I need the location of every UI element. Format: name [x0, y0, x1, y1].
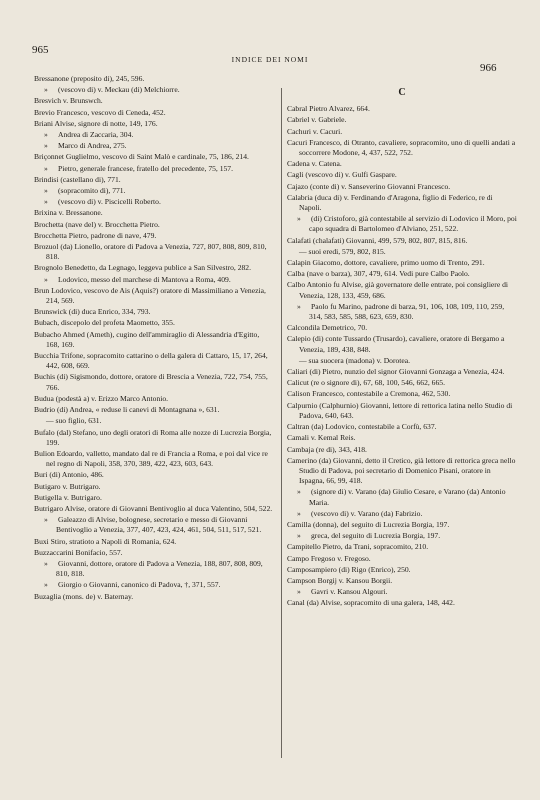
index-entry: Butigaro v. Butrigaro.	[34, 481, 101, 491]
index-subentry-text: (vescovo di) v. Varano (da) Fabrizio.	[311, 508, 423, 518]
index-subentry	[34, 515, 274, 535]
index-subentry	[34, 197, 274, 207]
index-entry: Campo Fregoso v. Fregoso.	[287, 553, 371, 563]
index-entry: Calafati (chalafati) Giovanni, 499, 579, 802, 807, 815, 816.	[287, 235, 468, 245]
index-entry: Cagli (vescovo di) v. Gulfi Gaspare.	[287, 170, 397, 180]
index-entry: Buxi Stiro, stratioto a Napoli di Romania, 624.	[34, 536, 177, 546]
index-entry: Calba (nave o barza), 307, 479, 614. Vedi pure Calbo Paolo.	[287, 269, 470, 279]
index-entry: Calapin Giacomo, dottore, cavaliere, primo uomo di Trento, 291.	[287, 258, 485, 268]
index-entry: Cambaja (re di), 343, 418.	[287, 444, 367, 454]
index-dash-entry: — suoi eredi, 579, 802, 815.	[299, 246, 386, 256]
page-number-left: 965	[32, 44, 49, 56]
index-subentry-text: Giovanni, dottore, oratore di Padova a Venezia, 188, 807, 808, 809, 810, 818.	[56, 558, 263, 579]
index-subentry-text: Giorgio o Giovanni, canonico di Padova, †, 371, 557.	[58, 580, 221, 590]
index-entry: Cabral Pietro Alvarez, 664.	[287, 104, 370, 114]
ditto-marker: »	[44, 141, 48, 151]
index-subentry-text: Paolo fu Marino, padrone di barza, 91, 106, 108, 109, 110, 259, 314, 583, 585, 588, 623, 659, 830.	[309, 301, 505, 322]
index-subentry-text: greca, del seguito di Lucrezia Borgia, 197.	[311, 531, 441, 541]
ditto-marker: »	[44, 515, 48, 525]
ditto-marker: »	[44, 197, 48, 207]
index-entry: Bufalo (dal) Stefano, uno degli oratori di Roma alle nozze di Lucrezia Borgia, 199.	[34, 427, 272, 447]
index-subentry	[287, 587, 517, 597]
index-entry: Buri (di) Antonio, 486.	[34, 470, 104, 480]
index-entry: Brochetta (nave del) v. Brocchetta Pietro.	[34, 219, 160, 229]
index-subentry	[287, 214, 517, 234]
ditto-marker: »	[297, 301, 301, 311]
running-head: INDICE DEI NOMI	[231, 55, 309, 64]
index-entry: Camposampiero (di) Rigo (Enrico), 250.	[287, 564, 411, 574]
index-entry: Cabriel v. Gabriele.	[287, 115, 347, 125]
index-entry: Briani Alvise, signore di notte, 149, 176.	[34, 118, 158, 128]
index-entry: Bubacho Ahmed (Ameth), cugino dell'ammiraglio di Alessandria d'Egitto, 168, 169.	[34, 329, 260, 349]
page-number-right: 966	[480, 62, 497, 74]
index-entry: Calepio (di) conte Tussardo (Trusardo), cavaliere, oratore di Bergamo a Venezia, 189, 438, 848.	[287, 334, 505, 354]
index-dash-entry: — sua suocera (madona) v. Dorotea.	[299, 355, 411, 365]
index-entry: Camali v. Kemal Reis.	[287, 433, 356, 443]
index-subentry-text: (signore di) v. Varano (da) Giulio Cesare, e Varano (da) Antonio Maria.	[309, 487, 506, 507]
ditto-marker: »	[44, 186, 48, 196]
index-subentry	[34, 130, 274, 140]
index-entry: Bresvich v. Brunswch.	[34, 96, 103, 106]
index-entry: Briçonnet Guglielmo, vescovo di Saint Malò e cardinale, 75, 186, 214.	[34, 152, 249, 162]
index-subentry	[34, 141, 274, 151]
index-entry: Cajazo (conte di) v. Sanseverino Giovanni Francesco.	[287, 181, 451, 191]
index-entry: Cacuri Francesco, di Otranto, cavaliere, sopracomito, uno di quelli andati a soccorrere Modone, 4, 437, 522, 752.	[287, 137, 516, 158]
index-entry: Buzaglia (mons. de) v. Baternay.	[34, 591, 134, 601]
ditto-marker: »	[44, 130, 48, 140]
index-entry: Butigella v. Butrigaro.	[34, 492, 102, 502]
index-entry: Bucchia Trifone, sopracomito cattarino o della galera di Cattaro, 15, 17, 264, 442, 608, 669.	[34, 351, 268, 371]
index-subentry	[34, 580, 274, 590]
index-entry: Brixina v. Bressanone.	[34, 208, 103, 218]
index-subentry-text: Lodovico, messo del marchese di Mantova a Roma, 409.	[58, 274, 231, 284]
column-divider	[281, 88, 282, 758]
index-entry: Cachuri v. Cacuri.	[287, 126, 343, 136]
index-column-left	[34, 74, 274, 603]
ditto-marker: »	[44, 580, 48, 590]
index-entry: Canal (da) Alvise, sopracomito di una galera, 148, 442.	[287, 598, 455, 608]
index-subentry	[34, 164, 274, 174]
index-subentry-text: Gavri v. Kansou Algouri.	[311, 587, 388, 597]
index-subentry	[287, 302, 517, 322]
index-subentry	[34, 186, 274, 196]
index-entry: Bulion Edoardo, valletto, mandato dal re di Francia a Roma, e poi dal vice re nel regno di Napoli, 358, 370, 389, 422, 423, 603, 643.	[34, 448, 268, 469]
index-subentry-text: Andrea di Zaccaria, 304.	[58, 130, 134, 140]
index-entry: Calabria (duca di) v. Ferdinando d'Aragona, figlio di Federico, re di Napoli.	[287, 192, 493, 213]
index-entry: Caliari (di) Pietro, nunzio del signor Giovanni Gonzaga a Venezia, 424.	[287, 367, 505, 377]
index-entry: Brozuol (da) Lionello, oratore di Padova a Venezia, 727, 807, 808, 809, 810, 818.	[34, 242, 267, 262]
index-entry: Budua (podestà a) v. Erizzo Marco Antonio.	[34, 393, 169, 403]
index-entry: Calbo Antonio fu Alvise, già governatore delle entrate, poi consigliere di Venezia, 128, 133, 459, 686.	[287, 280, 509, 300]
section-letter: C	[398, 87, 406, 98]
index-entry: Bressanone (preposito di), 245, 596.	[34, 74, 145, 83]
index-entry: Brun Lodovico, vescovo de Ais (Aquis?) oratore di Massimiliano a Venezia, 214, 569.	[34, 285, 266, 306]
ditto-marker: »	[297, 487, 301, 497]
index-subentry-text: (sopracomito di), 771.	[58, 186, 126, 196]
index-entry: Budrio (di) Andrea, « reduse li canevi di Montagnana », 631.	[34, 405, 220, 415]
index-subentry-text: (vescovo di) v. Piscicelli Roberto.	[58, 197, 161, 207]
index-entry: Cadena v. Catena.	[287, 159, 342, 169]
index-subentry-text: (di) Cristoforo, già contestabile al servizio di Lodovico il Moro, poi capo squadra di Bartolomeo d'Alviano, 251, 522.	[309, 214, 517, 234]
index-subentry	[287, 509, 517, 519]
index-entry: Calcondila Demetrico, 70.	[287, 323, 368, 333]
index-entry: Campitello Pietro, da Trani, sopracomito, 210.	[287, 542, 429, 552]
ditto-marker: »	[44, 85, 48, 95]
ditto-marker: »	[297, 214, 301, 224]
index-entry: Camilla (donna), del seguito di Lucrezia Borgia, 197.	[287, 519, 450, 529]
index-entry: Bubach, discepolo del profeta Maometto, 355.	[34, 318, 175, 328]
index-entry: Brunswick (di) duca Enrico, 334, 793.	[34, 307, 151, 317]
ditto-marker: »	[44, 274, 48, 284]
ditto-marker: »	[297, 508, 301, 518]
index-subentry	[287, 487, 517, 507]
ditto-marker: »	[44, 163, 48, 173]
index-entry: Butrigaro Alvise, oratore di Giovanni Bentivoglio al duca Valentino, 504, 522.	[34, 503, 273, 513]
index-column-right	[287, 84, 517, 610]
index-entry: Brocchetta Pietro, padrone di nave, 479.	[34, 230, 157, 240]
index-subentry-text: Marco di Andrea, 275.	[58, 141, 127, 151]
index-entry: Campson Borgij v. Kansou Borgii.	[287, 575, 393, 585]
ditto-marker: »	[297, 587, 301, 597]
index-entry: Calison Francesco, contestabile a Cremona, 462, 530.	[287, 389, 451, 399]
index-subentry	[34, 275, 274, 285]
index-entry: Calpurnio (Calphurnio) Giovanni, lettore di rettorica latina nello Studio di Padova, 640, 643.	[287, 400, 513, 420]
index-subentry-text: Galeazzo di Alvise, bolognese, secretario e messo di Giovanni Bentivoglio a Venezia, 377, 407, 423, 424, 461, 504, 511, 517, 521.	[56, 515, 262, 535]
index-subentry	[287, 531, 517, 541]
index-entry: Buzzaccarini Bonifacio, 557.	[34, 547, 123, 557]
index-subentry-text: (vescovo di) v. Meckau (di) Melchiorre.	[58, 85, 180, 95]
index-entry: Brognolo Benedetto, da Legnago, leggeva publice a San Silvestro, 282.	[34, 263, 252, 273]
ditto-marker: »	[297, 531, 301, 541]
ditto-marker: »	[44, 558, 48, 568]
index-entry: Camerino (da) Giovanni, detto il Cretico, già lettore di rettorica greca nello Studio di Padova, poi secretario di Domenico Pisani, oratore in Ispagna, 66, 99, 418.	[287, 455, 516, 486]
index-subentry	[34, 559, 274, 579]
index-entry: Brevio Francesco, vescovo di Ceneda, 452.	[34, 107, 166, 117]
index-subentry	[34, 85, 274, 95]
index-entry: Brindisi (castellano di), 771.	[34, 174, 121, 184]
index-entry: Buchis (di) Sigismondo, dottore, oratore di Brescia a Venezia, 722, 754, 755, 766.	[34, 372, 268, 392]
index-dash-entry: — suo figlio, 631.	[46, 416, 102, 426]
index-entry: Calicut (re o signore di), 67, 68, 100, 546, 662, 665.	[287, 378, 445, 388]
index-subentry-text: Pietro, generale francese, fratello del precedente, 75, 157.	[58, 163, 233, 173]
index-entry: Caltran (da) Lodovico, contestabile a Corfù, 637.	[287, 422, 437, 432]
